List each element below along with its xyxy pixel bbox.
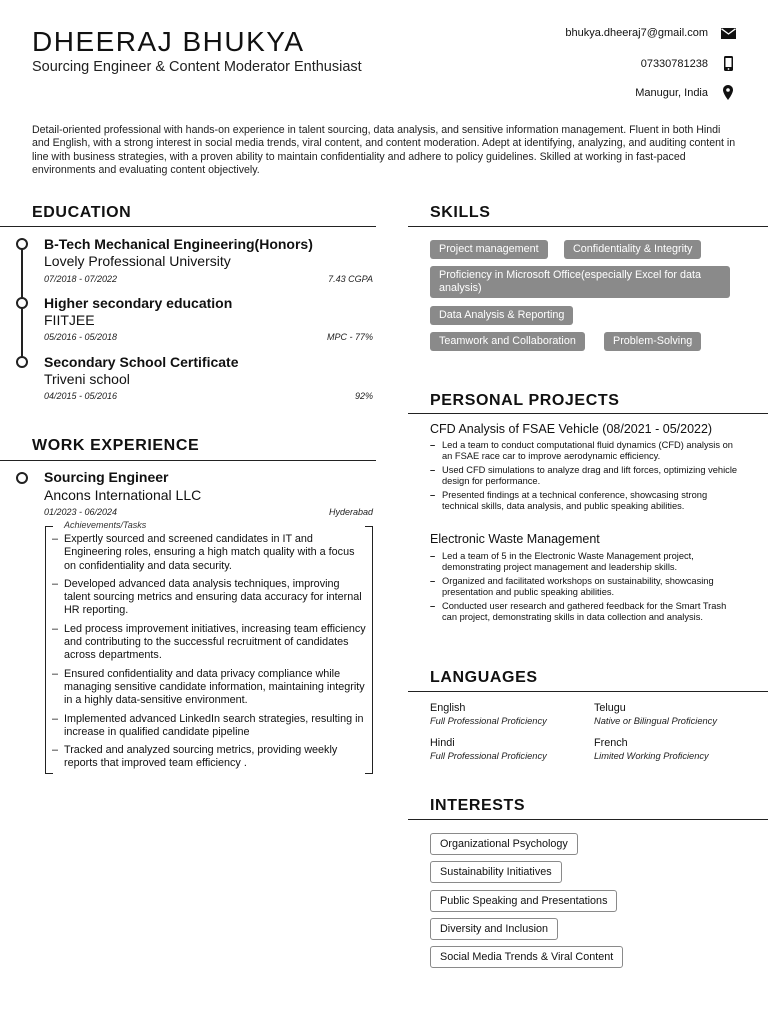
skills-divider	[408, 226, 768, 227]
language-level: Limited Working Proficiency	[594, 751, 709, 761]
language-name: Telugu	[594, 702, 626, 714]
language-level: Full Professional Proficiency	[430, 751, 547, 761]
list-item: – Implemented advanced LinkedIn search strategies, resulting in increase in qualified candidate pipeline	[52, 712, 364, 738]
language-level: Native or Bilingual Proficiency	[594, 716, 717, 726]
skill-tag: Teamwork and Collaboration	[430, 332, 585, 351]
list-item: – Led a team to conduct computational fluid dynamics (CFD) analysis on an FSAE race car to improve aerodynamic efficiency.	[430, 440, 733, 461]
skills-heading: SKILLS	[430, 204, 491, 221]
languages-heading: LANGUAGES	[430, 669, 538, 686]
interest-tag: Organizational Psychology	[430, 833, 578, 855]
job-location: Hyderabad	[328, 507, 373, 517]
interest-tag: Sustainability Initiatives	[430, 861, 562, 883]
achievements-label: Achievements/Tasks	[64, 520, 147, 530]
list-item: – Tracked and analyzed sourcing metrics, providing weekly reports that improved team efficiency .	[52, 744, 338, 770]
projects-heading: PERSONAL PROJECTS	[430, 392, 620, 409]
interest-tag: Social Media Trends & Viral Content	[430, 946, 623, 968]
education-school: FIITJEE	[44, 312, 95, 328]
skill-tag: Project management	[430, 240, 548, 259]
projects-divider	[408, 413, 768, 414]
education-score: 7.43 CGPA	[328, 274, 373, 284]
list-item: – Led process improvement initiatives, increasing team efficiency and contributing to the successful recruitment of candidates across departments.	[52, 622, 366, 662]
language-name: English	[430, 702, 466, 714]
education-dates: 07/2018 - 07/2022	[44, 274, 118, 284]
project-title: CFD Analysis of FSAE Vehicle (08/2021 - 05/2022)	[430, 422, 713, 436]
work-heading: WORK EXPERIENCE	[32, 437, 200, 454]
envelope-icon	[720, 28, 736, 39]
contact-email[interactable]	[476, 27, 736, 39]
contact-location	[476, 85, 736, 100]
language-level: Full Professional Proficiency	[430, 716, 547, 726]
job-dates: 01/2023 - 06/2024	[44, 507, 118, 517]
company-name: Ancons International LLC	[44, 487, 202, 503]
skill-tag: Data Analysis & Reporting	[430, 306, 573, 325]
education-degree: Secondary School Certificate	[44, 354, 239, 370]
map-pin-icon	[720, 85, 736, 100]
skill-tag: Proficiency in Microsoft Office(especially Excel for data analysis)	[430, 266, 730, 298]
interests-divider	[408, 819, 768, 820]
list-item: – Presented findings at a technical conference, showcasing strong technical skills, data analysis, and public speaking abilities.	[430, 490, 708, 511]
professional-summary: Detail-oriented professional with hands-on experience in talent sourcing, data analysis, and sensitive information management. Fluent in both Hindi and English, with a strong interest in social media trends, viral content, and content moderation. Adept at identifying, analyzing, and auditing content in line with business strategies, with a proven ability to maintain confidentiality and adhere to policy guidelines. Skilled at working in fast-paced environments and evaluating content objectively.	[32, 124, 736, 176]
education-heading: EDUCATION	[32, 204, 132, 221]
candidate-role: Sourcing Engineer & Content Moderator Enthusiast	[32, 59, 362, 75]
project-bullets	[430, 551, 740, 627]
interests-heading: INTERESTS	[430, 797, 526, 814]
list-item: – Led a team of 5 in the Electronic Waste Management project, demonstrating project management and leadership skills.	[430, 551, 694, 572]
mobile-phone-icon	[720, 56, 736, 71]
list-item: – Ensured confidentiality and data privacy compliance while managing sensitive candidate information, maintaining integrity in a highly data-sensitive environment.	[52, 667, 365, 707]
project-title: Electronic Waste Management	[430, 532, 600, 546]
email-text: bhukya.dheeraj7@gmail.com	[565, 27, 708, 39]
job-title: Sourcing Engineer	[44, 469, 169, 485]
skill-tag: Problem-Solving	[604, 332, 701, 351]
phone-text: 07330781238	[640, 57, 708, 70]
language-name: Hindi	[430, 737, 455, 749]
contact-phone[interactable]	[476, 56, 736, 71]
language-name: French	[594, 737, 628, 749]
education-school: Triveni school	[44, 371, 130, 387]
timeline-dot	[16, 297, 28, 309]
list-item: – Expertly sourced and screened candidates in IT and Engineering roles, ensuring a high match quality with a focus on confidentiality and data security.	[52, 533, 355, 572]
education-score: MPC - 77%	[326, 332, 373, 342]
education-score: 92%	[354, 391, 373, 401]
education-school: Lovely Professional University	[44, 253, 231, 269]
education-degree: Higher secondary education	[44, 295, 233, 311]
work-divider	[0, 460, 376, 461]
achievements-list	[52, 533, 368, 776]
skill-tag: Confidentiality & Integrity	[564, 240, 701, 259]
project-bullets	[430, 440, 740, 516]
list-item: – Conducted user research and gathered feedback for the Smart Trash can project, demonstrating skills in data collection and analysis.	[430, 601, 727, 622]
education-divider	[0, 226, 376, 227]
list-item: – Organized and facilitated workshops on sustainability, showcasing presentation and public speaking abilities.	[430, 576, 714, 597]
interest-tag: Public Speaking and Presentations	[430, 890, 617, 912]
timeline-dot	[16, 472, 28, 484]
education-dates: 05/2016 - 05/2018	[44, 332, 118, 342]
list-item: – Used CFD simulations to analyze drag and lift forces, optimizing vehicle design for performance.	[430, 465, 738, 486]
location-text: Manugur, India	[635, 86, 708, 99]
interest-tag: Diversity and Inclusion	[430, 918, 558, 940]
timeline-dot	[16, 238, 28, 250]
list-item: – Developed advanced data analysis techniques, improving talent sourcing metrics and ensuring data accuracy for internal HR reporting.	[52, 577, 362, 617]
candidate-name: DHEERAJ BHUKYA	[32, 26, 305, 57]
education-dates: 04/2015 - 05/2016	[44, 391, 118, 401]
education-degree: B-Tech Mechanical Engineering(Honors)	[44, 236, 313, 252]
languages-divider	[408, 691, 768, 692]
timeline-dot	[16, 356, 28, 368]
